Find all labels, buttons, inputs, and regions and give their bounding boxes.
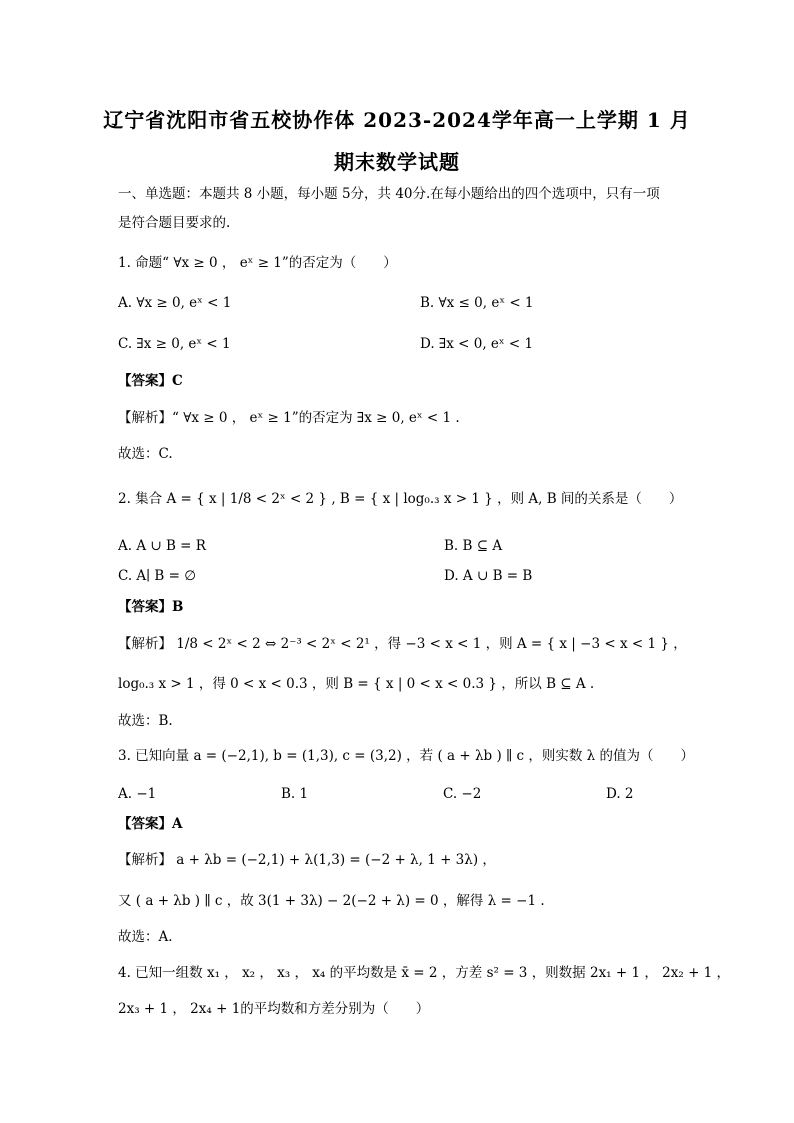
q2-option-d: D. A ∪ B = B xyxy=(444,568,533,584)
q3-answer: 【答案】A xyxy=(118,816,183,832)
q2-option-a: A. A ∪ B = R xyxy=(118,538,206,554)
exam-title-line2: 期末数学试题 xyxy=(334,150,460,174)
q2-option-b: B. B ⊆ A xyxy=(444,538,503,554)
q3-option-d: D. 2 xyxy=(606,786,634,802)
q2-option-c: C. A∣ B = ∅ xyxy=(118,568,196,584)
q2-stem: 2. 集合 A = { x | 1/8 < 2ˣ < 2 } , B = { x | log₀.₃ x > 1 } ，则 A, B 间的关系是（ ） xyxy=(118,491,683,507)
q1-choose: 故选：C. xyxy=(118,446,173,462)
q1-option-b: B. ∀x ≤ 0, eˣ < 1 xyxy=(420,295,534,311)
q2-choose: 故选：B. xyxy=(118,713,173,729)
q4-stem-line1: 4. 已知一组数 x₁ ， x₂ ， x₃ ， x₄ 的平均数是 x̄ = 2 ，方差 s² = 3 ，则数据 2x₁ + 1 ， 2x₂ + 1 ， xyxy=(118,965,731,981)
exam-title-line1: 辽宁省沈阳市省五校协作体 2023-2024学年高一上学期 1 月 xyxy=(103,108,691,132)
section-instruction-line2: 是符合题目要求的. xyxy=(118,215,231,231)
q3-stem: 3. 已知向量 a = (−2,1), b = (1,3), c = (3,2) ，若 ( a + λb ) ∥ c ，则实数 λ 的值为（ ） xyxy=(118,748,695,764)
q2-answer: 【答案】B xyxy=(118,599,184,615)
q3-option-c: C. −2 xyxy=(443,786,482,802)
q1-analysis: 【解析】“ ∀x ≥ 0 ， eˣ ≥ 1”的否定为 ∃x ≥ 0, eˣ < 1 . xyxy=(118,410,460,426)
q1-option-c: C. ∃x ≥ 0, eˣ < 1 xyxy=(118,336,231,352)
q2-analysis-line1: 【解析】 1/8 < 2ˣ < 2 ⇔ 2⁻³ < 2ˣ < 2¹ ，得 −3 < x < 1 ，则 A = { x | −3 < x < 1 } ， xyxy=(118,636,687,652)
q3-choose: 故选：A. xyxy=(118,929,173,945)
section-instruction-line1: 一、单选题：本题共 8 小题，每小题 5分，共 40分.在每小题给出的四个选项中，只有一项 xyxy=(118,186,660,202)
q3-option-b: B. 1 xyxy=(281,786,309,802)
q4-stem-line2: 2x₃ + 1 ， 2x₄ + 1的平均数和方差分别为（ ） xyxy=(118,1001,430,1017)
q3-option-a: A. −1 xyxy=(118,786,157,802)
q1-answer: 【答案】C xyxy=(118,373,183,389)
q2-analysis-line2: log₀.₃ x > 1 ，得 0 < x < 0.3 ，则 B = { x | 0 < x < 0.3 } ，所以 B ⊆ A . xyxy=(118,676,595,692)
q3-analysis-line2: 又 ( a + λb ) ∥ c ，故 3(1 + 3λ) − 2(−2 + λ) = 0 ，解得 λ = −1 . xyxy=(118,893,545,909)
q1-stem: 1. 命题“ ∀x ≥ 0 ， eˣ ≥ 1”的否定为（ ） xyxy=(118,255,397,271)
q3-analysis-line1: 【解析】 a + λb = (−2,1) + λ(1,3) = (−2 + λ, 1 + 3λ) ， xyxy=(118,852,496,868)
q1-option-d: D. ∃x < 0, eˣ < 1 xyxy=(420,336,534,352)
q1-option-a: A. ∀x ≥ 0, eˣ < 1 xyxy=(118,295,232,311)
